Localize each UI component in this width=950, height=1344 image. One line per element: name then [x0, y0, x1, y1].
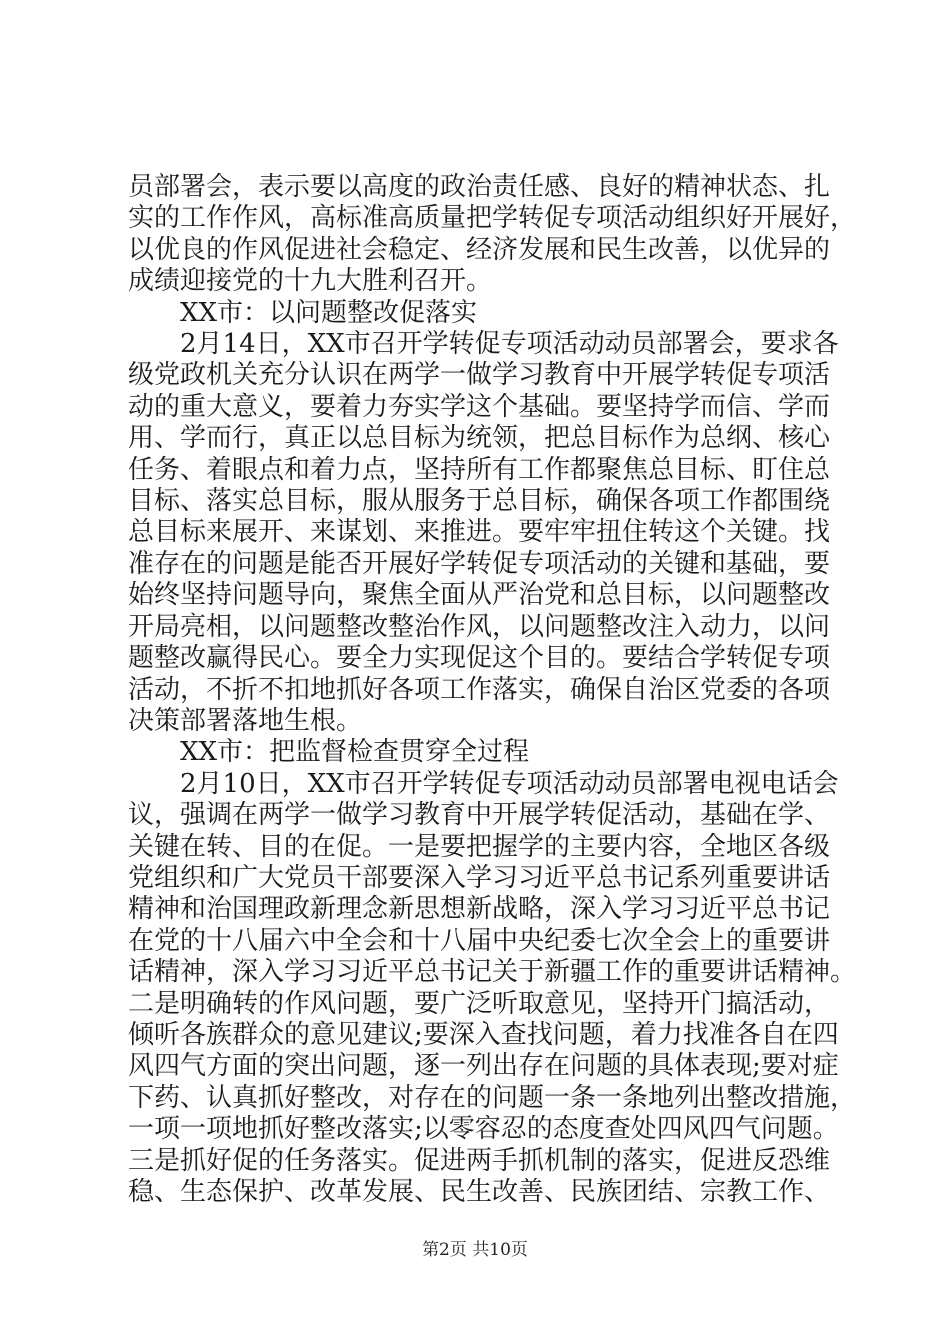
- body-line: 用、学而行，真正以总目标为统领，把总目标作为总纲、核心: [128, 423, 831, 453]
- body-line: 题整改赢得民心。要全力实现促这个目的。要结合学转促专项: [128, 643, 831, 673]
- body-line: 风四气方面的突出问题，逐一列出存在问题的具体表现;要对症: [128, 1051, 839, 1081]
- body-line: 2月10日，XX市召开学转促专项活动动员部署电视电话会: [180, 769, 839, 799]
- body-line: 稳、生态保护、改革发展、民生改善、民族团结、宗教工作、: [128, 1177, 831, 1207]
- body-line: 总目标来展开、来谋划、来推进。要牢牢扭住转这个关键。找: [128, 517, 831, 547]
- body-line: 决策部署落地生根。: [128, 706, 363, 736]
- body-line: 议，强调在两学一做学习教育中开展学转促活动，基础在学、: [128, 800, 831, 830]
- body-line: 话精神，深入学习习近平总书记关于新疆工作的重要讲话精神。: [128, 957, 857, 987]
- body-line: 目标、落实总目标，服从服务于总目标，确保各项工作都围绕: [128, 486, 831, 516]
- section-heading: XX市：以问题整改促落实: [180, 298, 478, 328]
- body-line: 实的工作作风，高标准高质量把学转促专项活动组织好开展好，: [128, 203, 857, 233]
- page-number-footer: 第2页 共10页: [422, 1240, 528, 1260]
- body-line: 关键在转、目的在促。一是要把握学的主要内容，全地区各级: [128, 832, 831, 862]
- body-line: 在党的十八届六中全会和十八届中央纪委七次全会上的重要讲: [128, 926, 831, 956]
- body-line: 倾听各族群众的意见建议;要深入查找问题，着力找准各自在四: [128, 1020, 839, 1050]
- body-line: 动的重大意义，要着力夯实学这个基础。要坚持学而信、学而: [128, 392, 831, 422]
- body-line: 任务、着眼点和着力点，坚持所有工作都聚焦总目标、盯住总: [128, 455, 831, 485]
- body-line: 精神和治国理政新理念新思想新战略，深入学习习近平总书记: [128, 894, 831, 924]
- body-line: 三是抓好促的任务落实。促进两手抓机制的落实，促进反恐维: [128, 1146, 831, 1176]
- body-line: 下药、认真抓好整改，对存在的问题一条一条地列出整改措施，: [128, 1083, 857, 1113]
- body-line: 级党政机关充分认识在两学一做学习教育中开展学转促专项活: [128, 360, 831, 390]
- body-line: 始终坚持问题导向，聚焦全面从严治党和总目标，以问题整改: [128, 580, 831, 610]
- body-line: 成绩迎接党的十九大胜利召开。: [128, 266, 493, 296]
- body-line: 2月14日，XX市召开学转促专项活动动员部署会，要求各: [180, 329, 839, 359]
- body-line: 员部署会，表示要以高度的政治责任感、良好的精神状态、扎: [128, 172, 831, 202]
- body-line: 一项一项地抓好整改落实;以零容忍的态度查处四风四气问题。: [128, 1114, 839, 1144]
- section-heading: XX市：把监督检查贯穿全过程: [180, 737, 530, 767]
- body-line: 党组织和广大党员干部要深入学习习近平总书记系列重要讲话: [128, 863, 831, 893]
- body-line: 以优良的作风促进社会稳定、经济发展和民生改善，以优异的: [128, 235, 831, 265]
- body-line: 二是明确转的作风问题，要广泛听取意见，坚持开门搞活动，: [128, 989, 831, 1019]
- body-line: 开局亮相，以问题整改整治作风，以问题整改注入动力，以问: [128, 612, 831, 642]
- body-line: 活动，不折不扣地抓好各项工作落实，确保自治区党委的各项: [128, 675, 831, 705]
- body-line: 准存在的问题是能否开展好学转促专项活动的关键和基础，要: [128, 549, 831, 579]
